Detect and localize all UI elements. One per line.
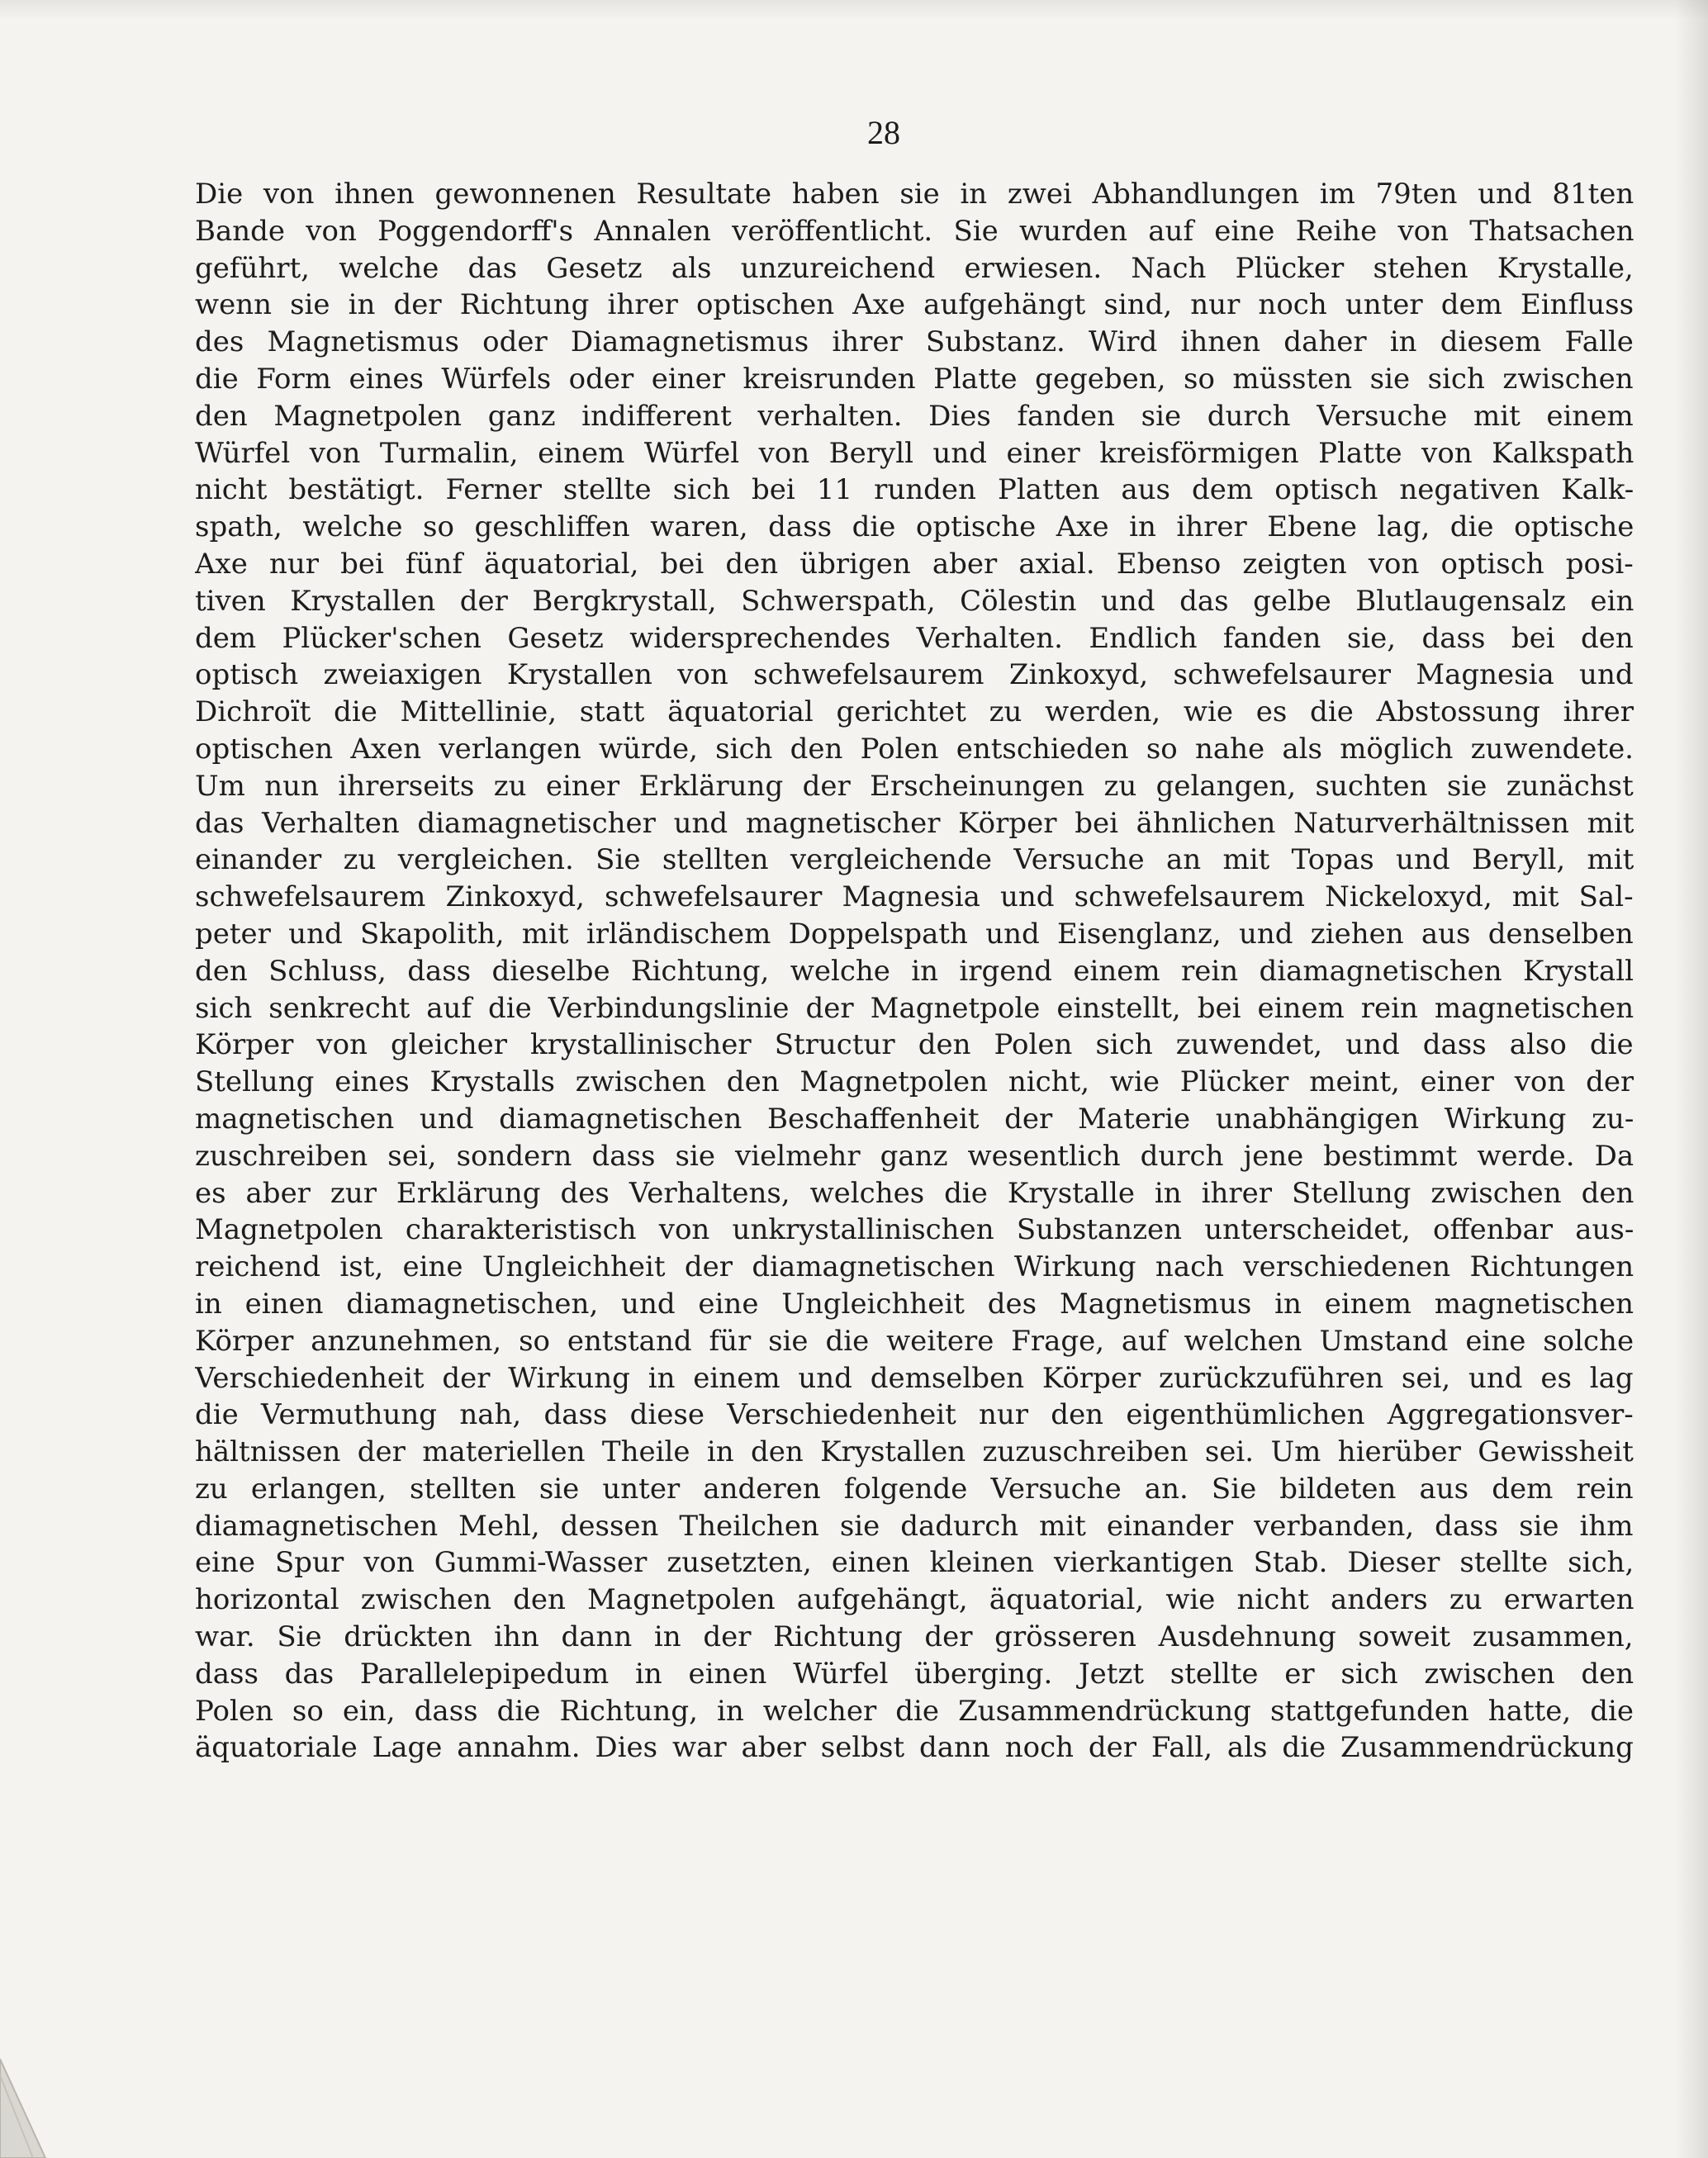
text-line: peter und Skapolith, mit irländischem Doppelspath und Eisenglanz, und ziehen aus denselben [195,917,1634,951]
text-line: spath, welche so geschliffen waren, dass die optische Axe in ihrer Ebene lag, die optische [195,510,1634,544]
text-line: Axe nur bei fünf äquatorial, bei den übrigen aber axial. Ebenso zeigten von optisch posi- [195,547,1634,581]
text-line: geführt, welche das Gesetz als unzureichend erwiesen. Nach Plücker stehen Krystalle, [195,251,1634,285]
text-line: Körper anzunehmen, so entstand für sie die weitere Frage, auf welchen Umstand eine solche [195,1324,1634,1358]
text-line: tiven Krystallen der Bergkrystall, Schwerspath, Cölestin und das gelbe Blutlaugensalz ein [195,584,1634,618]
text-line: Würfel von Turmalin, einem Würfel von Beryll und einer kreisförmigen Platte von Kalkspath [195,436,1634,470]
text-line: Bande von Poggendorff's Annalen veröffentlicht. Sie wurden auf eine Reihe von Thatsachen [195,214,1634,248]
text-line: Um nun ihrerseits zu einer Erklärung der Erscheinungen zu gelangen, suchten sie zunächst [195,769,1634,803]
text-line: äquatoriale Lage annahm. Dies war aber selbst dann noch der Fall, als die Zusammendrückung [195,1731,1634,1765]
text-line: magnetischen und diamagnetischen Beschaffenheit der Materie unabhängigen Wirkung zu- [195,1102,1634,1136]
text-line: optisch zweiaxigen Krystallen von schwefelsaurem Zinkoxyd, schwefelsaurer Magnesia und [195,658,1634,692]
text-line: die Form eines Würfels oder einer kreisrunden Platte gegeben, so müssten sie sich zwischen [195,362,1634,396]
text-line: reichend ist, eine Ungleichheit der diamagnetischen Wirkung nach verschiedenen Richtungen [195,1250,1634,1284]
text-line: das Verhalten diamagnetischer und magnetischer Körper bei ähnlichen Naturverhältnissen mit [195,806,1634,840]
text-line: Die von ihnen gewonnenen Resultate haben sie in zwei Abhandlungen im 79ten und 81ten [195,178,1634,211]
text-line: den Magnetpolen ganz indifferent verhalten. Dies fanden sie durch Versuche mit einem [195,399,1634,433]
text-line: einander zu vergleichen. Sie stellten vergleichende Versuche an mit Topas und Beryll, mit [195,843,1634,877]
text-line: nicht bestätigt. Ferner stellte sich bei 11 runden Platten aus dem optisch negativen Kalk- [195,473,1634,507]
text-line: in einen diamagnetischen, und eine Ungleichheit des Magnetismus in einem magnetischen [195,1287,1634,1321]
text-line: Magnetpolen charakteristisch von unkrystallinischen Substanzen unterscheidet, offenbar aus- [195,1213,1634,1247]
text-line: Körper von gleicher krystallinischer Structur den Polen sich zuwendet, und dass also die [195,1028,1634,1062]
text-line: schwefelsaurem Zinkoxyd, schwefelsaurer Magnesia und schwefelsaurem Nickeloxyd, mit Sal- [195,880,1634,914]
text-line: war. Sie drückten ihn dann in der Richtung der grösseren Ausdehnung soweit zusammen, [195,1620,1634,1654]
text-line: Stellung eines Krystalls zwischen den Magnetpolen nicht, wie Plücker meint, einer von der [195,1065,1634,1099]
text-line: dem Plücker'schen Gesetz widersprechendes Verhalten. Endlich fanden sie, dass bei den [195,621,1634,655]
text-line: Dichroït die Mittellinie, statt äquatorial gerichtet zu werden, wie es die Abstossung ihrer [195,695,1634,729]
text-line: zu erlangen, stellten sie unter anderen folgende Versuche an. Sie bildeten aus dem rein [195,1472,1634,1506]
text-line: horizontal zwischen den Magnetpolen aufgehängt, äquatorial, wie nicht anders zu erwarten [195,1583,1634,1617]
text-line: optischen Axen verlangen würde, sich den Polen entschieden so nahe als möglich zuwendete. [195,732,1634,766]
text-line: sich senkrecht auf die Verbindungslinie der Magnetpole einstellt, bei einem rein magnetischen [195,991,1634,1025]
text-line: die Vermuthung nah, dass diese Verschiedenheit nur den eigenthümlichen Aggregationsver- [195,1398,1634,1432]
text-line: hältnissen der materiellen Theile in den Krystallen zuzuschreiben sei. Um hierüber Gewissheit [195,1435,1634,1469]
page-corner-fold [0,2026,74,2158]
text-line: eine Spur von Gummi-Wasser zusetzten, einen kleinen vierkantigen Stab. Dieser stellte sich, [195,1546,1634,1580]
text-line: diamagnetischen Mehl, dessen Theilchen sie dadurch mit einander verbanden, dass sie ihm [195,1509,1634,1543]
text-line: den Schluss, dass dieselbe Richtung, welche in irgend einem rein diamagnetischen Krystall [195,954,1634,988]
scan-shade-top [0,0,1708,20]
text-line: wenn sie in der Richtung ihrer optischen Axe aufgehängt sind, nur noch unter dem Einfluss [195,288,1634,322]
scan-shade-right [1675,0,1708,2158]
text-line: dass das Parallelepipedum in einen Würfel überging. Jetzt stellte er sich zwischen den [195,1657,1634,1691]
text-line: es aber zur Erklärung des Verhaltens, welches die Krystalle in ihrer Stellung zwischen den [195,1176,1634,1210]
text-line: Verschiedenheit der Wirkung in einem und demselben Körper zurückzuführen sei, und es lag [195,1361,1634,1395]
body-text [195,176,1634,1767]
page-number: 28 [867,114,900,151]
text-line: zuschreiben sei, sondern dass sie vielmehr ganz wesentlich durch jene bestimmt werde. Da [195,1139,1634,1173]
text-line: Polen so ein, dass die Richtung, in welcher die Zusammendrückung stattgefunden hatte, die [195,1694,1634,1728]
text-line: des Magnetismus oder Diamagnetismus ihrer Substanz. Wird ihnen daher in diesem Falle [195,325,1634,359]
